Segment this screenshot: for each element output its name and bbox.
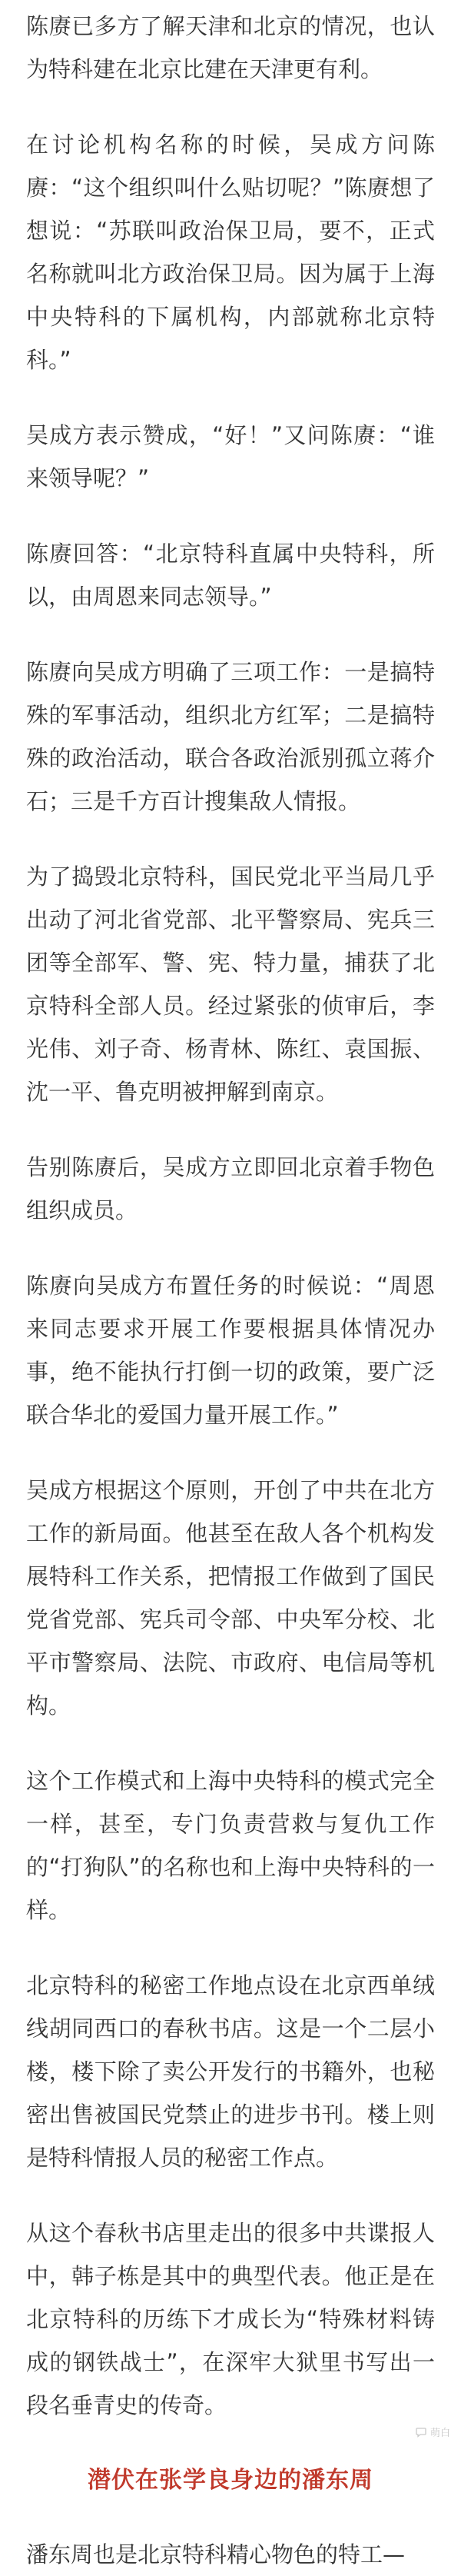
- paragraph: 在讨论机构名称的时候，吴成方问陈赓：“这个组织叫什么贴切呢？”陈赓想了想说：“苏联叫政治保卫局，要不，正式名称就叫北方政治保卫局。因为属于上海中央特科的下属机构，内部就称北京特科。”: [26, 131, 435, 373]
- paragraph: 吴成方根据这个原则，开创了中共在北方工作的新局面。他甚至在敌人各个机构发展特科工作关系，把情报工作做到了国民党省党部、宪兵司令部、中央军分校、北平市警察局、法院、市政府、电信局等机构。: [26, 1477, 435, 1719]
- paragraph: 吴成方表示赞成，“好！”又问陈赓：“谁来领导呢？”: [26, 422, 435, 491]
- paragraph: 陈赓向吴成方明确了三项工作：一是搞特殊的军事活动，组织北方红军；二是搞特殊的政治活动，联合各政治派别孤立蒋介石；三是千方百计搜集敌人情报。: [26, 659, 435, 814]
- paragraph: 从这个春秋书店里走出的很多中共谍报人中，韩子栋是其中的典型代表。他正是在北京特科的历练下才成长为“特殊材料铸成的钢铁战士”，在深牢大狱里书写出一段名垂青史的传奇。: [26, 2220, 435, 2418]
- paragraph: 陈赓向吴成方布置任务的时候说：“周恩来同志要求开展工作要根据具体情况办事，绝不能执行打倒一切的政策，要广泛联合华北的爱国力量开展工作。”: [26, 1273, 435, 1428]
- paragraph: 为了捣毁北京特科，国民党北平当局几乎出动了河北省党部、北平警察局、宪兵三团等全部军、警、宪、特力量，捕获了北京特科全部人员。经过紧张的侦审后，李光伟、刘子奇、杨青林、陈红、袁国振、沈一平、鲁克明被押解到南京。: [26, 864, 435, 1105]
- paragraph: 告别陈赓后，吴成方立即回北京着手物色组织成员。: [26, 1154, 435, 1223]
- watermark-text: 萌白: [429, 2428, 450, 2439]
- paragraph-truncated: 潘东周也是北京特科精心物色的特工—: [26, 2541, 406, 2568]
- paragraph: 陈赓回答：“北京特科直属中央特科，所以，由周恩来同志领导。”: [26, 541, 435, 610]
- paragraph: 北京特科的秘密工作地点设在北京西单绒线胡同西口的春秋书店。这是一个二层小楼，楼下除了卖公开发行的书籍外，也秘密出售被国民党禁止的进步书刊。楼上则是特科情报人员的秘密工作点。: [26, 1972, 435, 2171]
- chat-bubble-icon: [415, 2426, 427, 2438]
- section-heading: 潜伏在张学良身边的潘东周: [88, 2467, 373, 2494]
- paragraph: 陈赓已多方了解天津和北京的情况，也认为特科建在北京比建在天津更有利。: [26, 13, 435, 82]
- paragraph: 这个工作模式和上海中央特科的模式完全一样，甚至，专门负责营救与复仇工作的“打狗队”的名称也和上海中央特科的一样。: [26, 1768, 435, 1923]
- watermark: [415, 2425, 450, 2439]
